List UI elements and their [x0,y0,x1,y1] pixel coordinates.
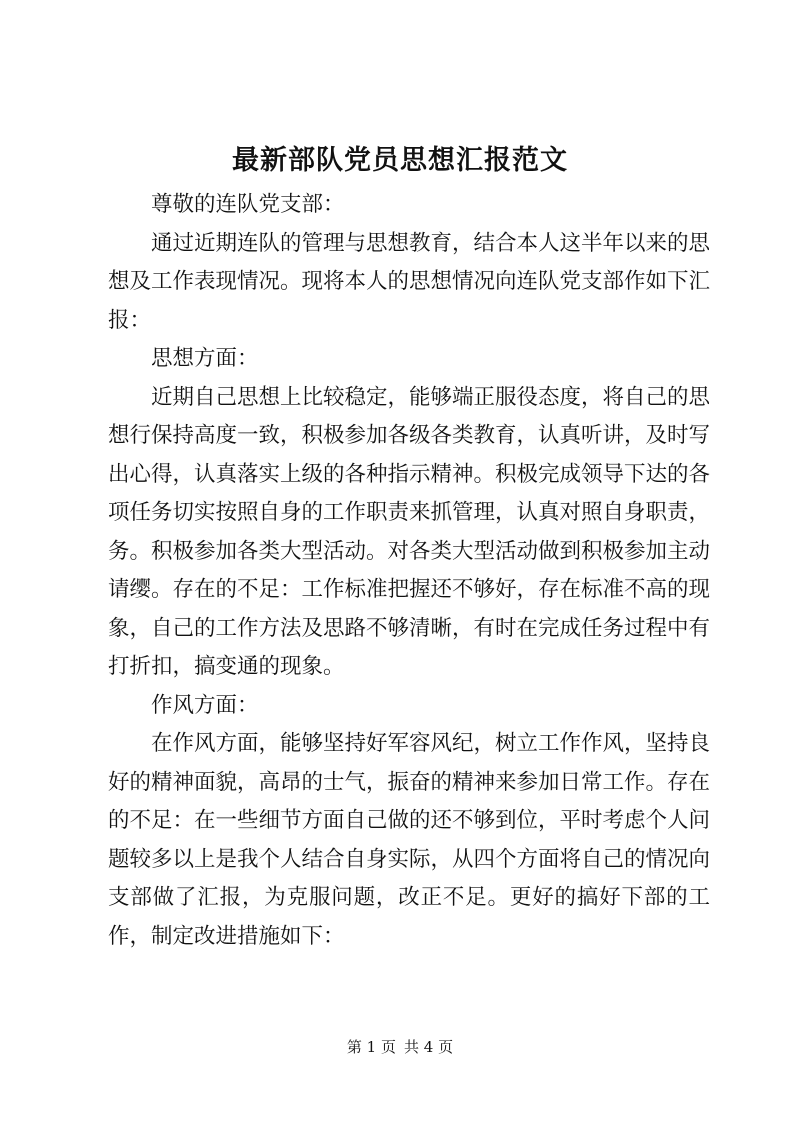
page-total: 共 4 页 [404,1038,454,1056]
style-paragraph: 在作风方面，能够坚持好军容风纪，树立工作作风，坚持良好的精神面貌，高昂的士气，振奋的精神来参加日常工作。存在的不足：在一些细节方面自己做的还不够到位，平时考虑个人问题较多以上是我个人结合自身实际，从四个方面将自己的情况向支部做了汇报，为克服问题，改正不足。更好的搞好下部的工作，制定改进措施如下： [108,731,711,949]
section-heading-style: 作风方面： [151,692,259,718]
salutation: 尊敬的连队党支部： [151,192,345,217]
page-number: 第 1 页 [346,1038,396,1056]
thought-paragraph: 近期自己思想上比较稳定，能够端正服役态度，将自己的思想行保持高度一致，积极参加各级各类教育，认真听讲，及时写出心得，认真落实上级的各种指示精神。积极完成领导下达的各项任务切实按照自身的工作职责来抓管理，认真对照自身职责，务。积极参加各类大型活动。对各类大型活动做到积极参加主动请缨。存在的不足：工作标准把握还不够好，存在标准不高的现象，自己的工作方法及思路不够清晰，有时在完成任务过程中有打折扣，搞变通的现象。 [108,384,711,679]
document-title: 最新部队党员思想汇报范文 [232,145,568,176]
section-heading-thought: 思想方面： [151,346,259,371]
intro-paragraph: 通过近期连队的管理与思想教育，结合本人这半年以来的思想及工作表现情况。现将本人的思想情况向连队党支部作如下汇报： [108,230,711,333]
document-body [108,186,710,956]
page-footer [0,1037,800,1057]
